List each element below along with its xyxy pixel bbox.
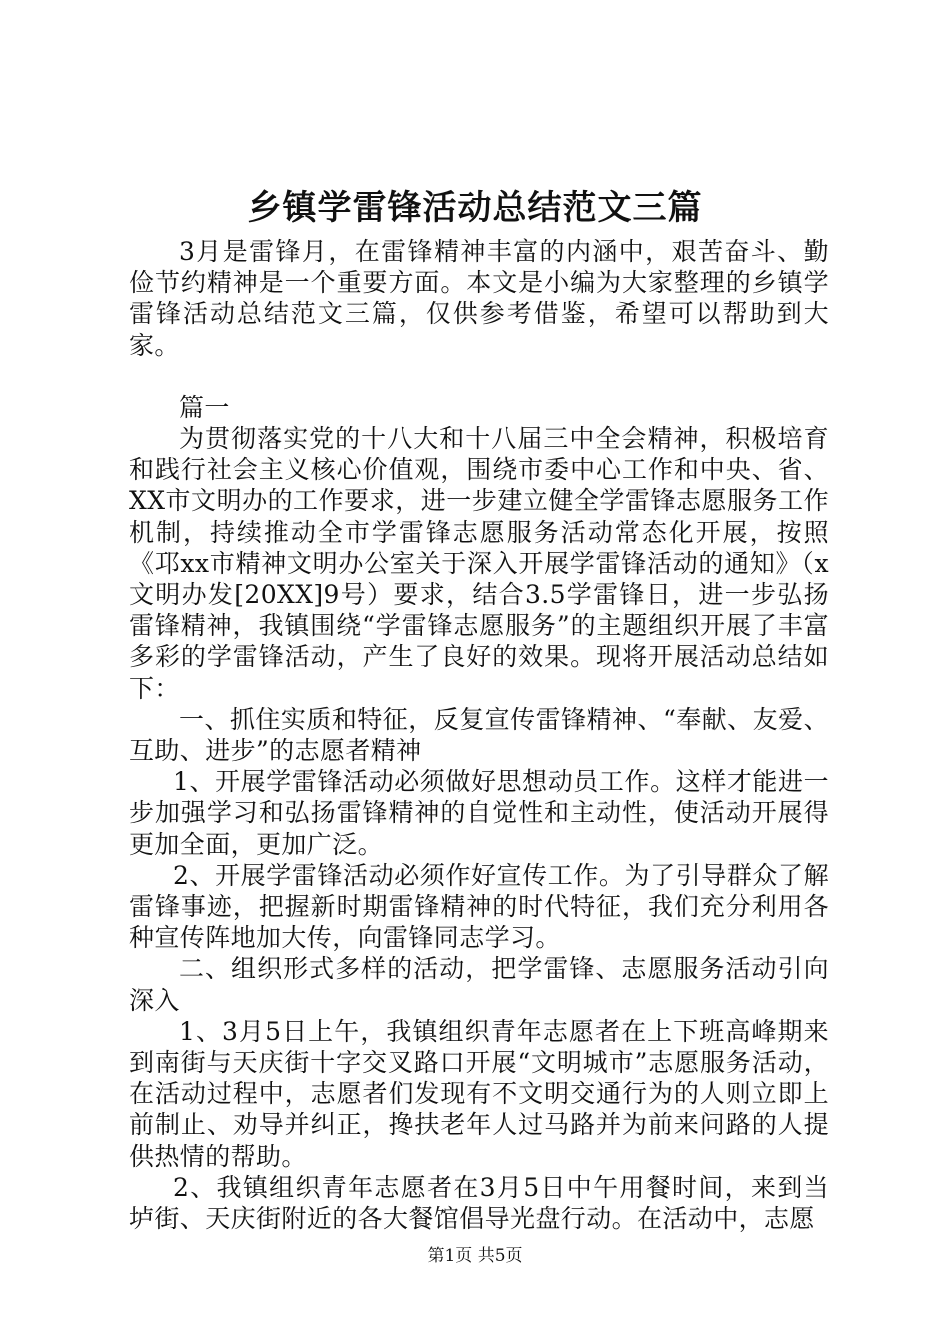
body-paragraph: 2、开展学雷锋活动必须作好宣传工作。为了引导群众了解雷锋事迹，把握新时期雷锋精神的时代特征，我们充分利用各种宣传阵地加大传，向雷锋同志学习。 <box>129 860 829 953</box>
page-footer: 第1页 共5页 <box>427 1246 523 1266</box>
body-paragraph: 2、我镇组织青年志愿者在3月5日中午用餐时间，来到当垆街、天庆街附近的各大餐馆倡导光盘行动。在活动中，志愿 <box>129 1172 829 1234</box>
intro-paragraph: 3月是雷锋月，在雷锋精神丰富的内涵中，艰苦奋斗、勤俭节约精神是一个重要方面。本文是小编为大家整理的乡镇学雷锋活动总结范文三篇，仅供参考借鉴，希望可以帮助到大家。 <box>129 237 829 360</box>
document-body <box>129 236 829 1234</box>
body-paragraph: 1、3月5日上午，我镇组织青年志愿者在上下班高峰期来到南街与天庆街十字交叉路口开展“文明城市”志愿服务活动，在活动过程中，志愿者们发现有不文明交通行为的人则立即上前制止、劝导并纠正，搀扶老年人过马路并为前来问路的人提供热情的帮助。 <box>129 1016 829 1171</box>
subsection-heading: 一、抓住实质和特征，反复宣传雷锋精神、“奉献、友爱、互助、进步”的志愿者精神 <box>129 704 829 766</box>
body-paragraph: 1、开展学雷锋活动必须做好思想动员工作。这样才能进一步加强学习和弘扬雷锋精神的自觉性和主动性，使活动开展得更加全面，更加广泛。 <box>129 767 829 859</box>
document-title: 乡镇学雷锋活动总结范文三篇 <box>247 188 703 228</box>
section-heading-part-one: 篇一 <box>179 392 230 422</box>
paragraph-gap <box>129 361 829 392</box>
body-paragraph: 为贯彻落实党的十八大和十八届三中全会精神，积极培育和践行社会主义核心价值观，围绕市委中心工作和中央、省、XX市文明办的工作要求，进一步建立健全学雷锋志愿服务工作机制，持续推动全市学雷锋志愿服务活动常态化开展，按照《邛xx市精神文明办公室关于深入开展学雷锋活动的通知》（x文明办发[20XX]9号）要求，结合3.5学雷锋日，进一步弘扬雷锋精神，我镇围绕“学雷锋志愿服务”的主题组织开展了丰富多彩的学雷锋活动，产生了良好的效果。现将开展活动总结如下： <box>129 424 829 703</box>
subsection-heading: 二、组织形式多样的活动，把学雷锋、志愿服务活动引向深入 <box>129 954 829 1015</box>
